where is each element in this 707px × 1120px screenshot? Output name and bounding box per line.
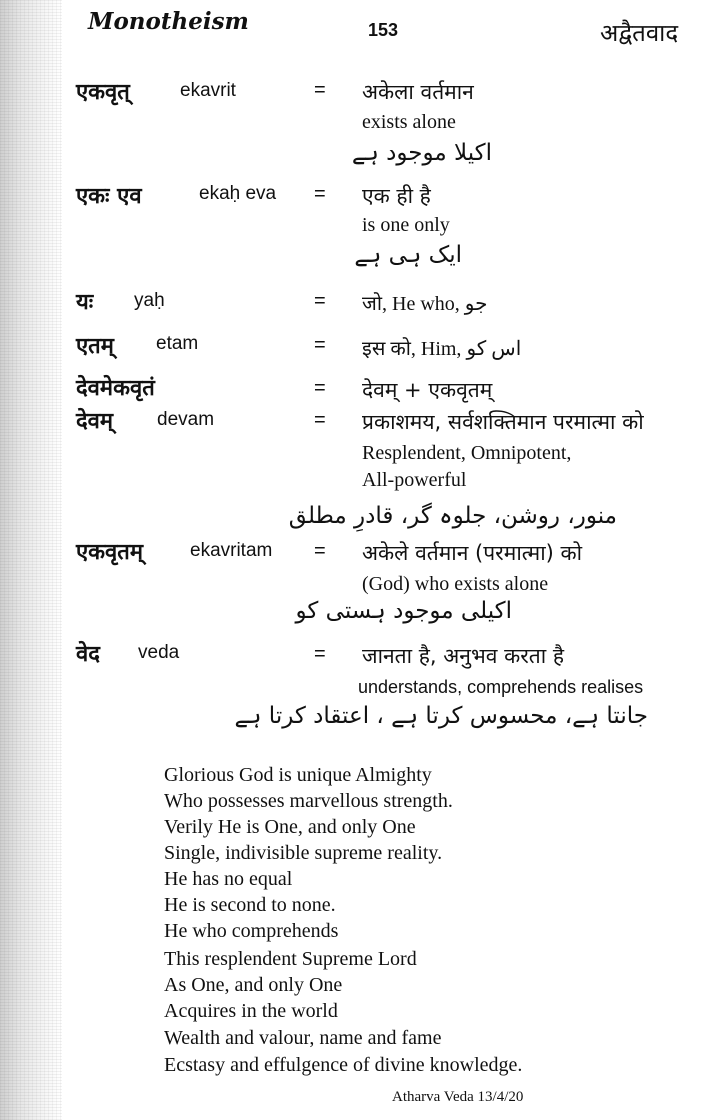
poem-line: As One, and only One <box>164 974 343 996</box>
hindi-meaning-ekavritam: अकेले वर्तमान (परमात्मा) को <box>362 541 583 565</box>
hindi-meaning-devam: प्रकाशमय, सर्वशक्तिमान परमात्मा को <box>362 410 644 434</box>
english-meaning-veda: understands, comprehends realises <box>358 677 644 697</box>
urdu-meaning-veda: جانتا ہے، محسوس کرتا ہے ، اعتقاد کرتا ہے <box>234 703 648 729</box>
equals-sign: = <box>314 290 326 312</box>
scanned-page-edge <box>0 0 62 1120</box>
glossary-term-veda: वेद <box>76 642 100 667</box>
urdu-meaning-ekavritam: اکیلی موجود ہستی کو <box>295 598 512 624</box>
meaning-yah: जो, He who, جو <box>362 293 488 315</box>
transliteration-ekavritam: ekavritam <box>190 540 273 561</box>
poem-line: Who possesses marvellous strength. <box>164 790 453 812</box>
english-meaning-ekavritam: (God) who exists alone <box>362 573 549 595</box>
equals-sign: = <box>314 183 326 205</box>
poem-line: He who comprehends <box>164 920 339 942</box>
glossary-term-ekah-eva: एकः एव <box>76 184 142 209</box>
poem-line: This resplendent Supreme Lord <box>164 948 417 970</box>
poem-line: Verily He is One, and only One <box>164 816 416 838</box>
equals-sign: = <box>314 643 326 665</box>
page-title-hindi: अद्वैतवाद <box>600 19 679 47</box>
equals-sign: = <box>314 409 326 431</box>
poem-line: He has no equal <box>164 868 293 890</box>
english-meaning-devam-line-1: Resplendent, Omnipotent, <box>362 442 572 464</box>
page-title-english: Monotheism <box>88 8 249 35</box>
transliteration-devam: devam <box>157 409 215 430</box>
urdu-meaning-ekah-eva: ایک ہی ہے <box>354 242 462 268</box>
source-citation: Atharva Veda 13/4/20 <box>392 1089 524 1105</box>
equals-sign: = <box>314 540 326 562</box>
equals-sign: = <box>314 79 326 101</box>
english-meaning-devam-line-2: All-powerful <box>362 469 467 491</box>
transliteration-etam: etam <box>156 333 199 354</box>
hindi-meaning-ekavrit: अकेला वर्तमान <box>362 80 474 104</box>
glossary-term-devamekavrtam: देवमेकवृतं <box>76 376 155 401</box>
poem-line: Single, indivisible supreme reality. <box>164 842 443 864</box>
glossary-term-devam: देवम् <box>76 409 114 434</box>
transliteration-veda: veda <box>138 642 180 663</box>
hindi-meaning-veda: जानता है, अनुभव करता है <box>362 644 565 668</box>
transliteration-ekah-eva: ekaḥ eva <box>199 183 277 204</box>
urdu-meaning-ekavrit: اکیلا موجود ہے <box>351 140 492 166</box>
equals-sign: = <box>314 334 326 356</box>
meaning-etam: इस को, Him, اس کو <box>362 338 522 360</box>
equals-sign: = <box>314 377 326 399</box>
poem-line: Ecstasy and effulgence of divine knowledge. <box>164 1054 523 1076</box>
glossary-term-ekavritam: एकवृतम् <box>76 540 143 565</box>
transliteration-yah: yaḥ <box>134 290 165 311</box>
poem-line: Acquires in the world <box>164 1000 338 1022</box>
transliteration-ekavrit: ekavrit <box>180 80 236 101</box>
page-number: 153 <box>368 20 399 40</box>
poem-line: Glorious God is unique Almighty <box>164 764 432 786</box>
english-meaning-ekah-eva: is one only <box>362 214 450 236</box>
urdu-meaning-devam: منور، روشن، جلوہ گر، قادرِ مطلق <box>288 503 617 529</box>
glossary-term-yah: यः <box>76 290 94 315</box>
poem-line: He is second to none. <box>164 894 336 916</box>
hindi-meaning-ekah-eva: एक ही है <box>362 184 431 208</box>
glossary-term-ekavrit: एकवृत् <box>76 80 130 105</box>
poem-line: Wealth and valour, name and fame <box>164 1027 442 1049</box>
english-meaning-ekavrit: exists alone <box>362 111 456 133</box>
hindi-meaning-devamekavrtam: देवम् + एकवृतम् <box>362 378 493 402</box>
glossary-term-etam: एतम् <box>76 334 114 359</box>
